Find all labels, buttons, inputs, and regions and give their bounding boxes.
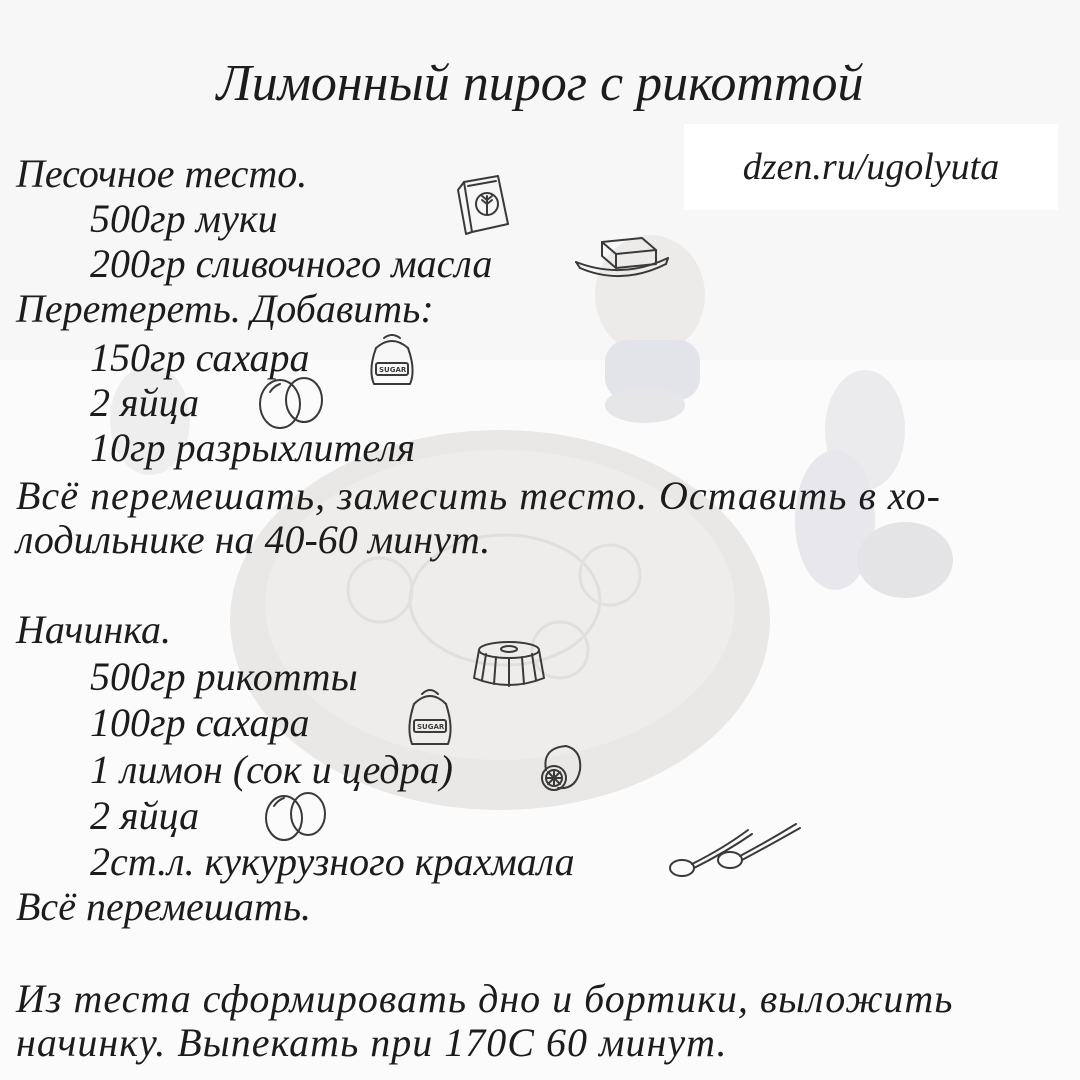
sugar-sack-icon xyxy=(362,330,422,390)
ingredient-cornstarch: 2ст.л. кукурузного крахмала xyxy=(90,839,575,884)
eggs-icon xyxy=(252,372,332,432)
lemon-icon xyxy=(536,740,588,796)
ricotta-cake-icon xyxy=(468,640,550,690)
step-mix-knead-2: лодильнике на 40-60 минут. xyxy=(16,517,491,562)
step-mix-filling: Всё перемешать. xyxy=(16,884,312,929)
spoons-icon xyxy=(664,820,804,882)
sugar-sack-icon xyxy=(400,684,460,750)
ingredient-flour: 500гр муки xyxy=(90,196,278,241)
svg-text:SUGAR: SUGAR xyxy=(417,723,445,731)
flour-bag-icon xyxy=(452,168,522,238)
step-bake-1: Из теста сформировать дно и бортики, выложить xyxy=(16,976,954,1021)
ingredient-eggs-filling: 2 яйца xyxy=(90,793,200,838)
ingredient-sugar-filling: 100гр сахара xyxy=(90,700,310,745)
section-filling-heading: Начинка. xyxy=(16,607,171,652)
ingredient-baking-powder: 10гр разрыхлителя xyxy=(90,425,416,470)
source-link[interactable]: dzen.ru/ugolyuta xyxy=(684,124,1058,210)
section-dough-heading: Песочное тесто. xyxy=(16,151,308,196)
ingredient-sugar-dough: 150гр сахара xyxy=(90,335,310,380)
ingredient-butter: 200гр сливочного масла xyxy=(90,241,493,286)
ingredient-ricotta: 500гр рикотты xyxy=(90,654,358,699)
step-bake-2: начинку. Выпекать при 170С 60 минут. xyxy=(16,1020,728,1065)
ingredient-lemon: 1 лимон (сок и цедра) xyxy=(90,747,453,792)
svg-text:SUGAR: SUGAR xyxy=(379,366,407,374)
step-mix-knead-1: Всё перемешать, замесить тесто. Оставить в хо- xyxy=(16,473,941,518)
eggs-icon xyxy=(260,788,332,844)
ingredient-eggs-dough: 2 яйца xyxy=(90,380,200,425)
step-rub-add: Перетереть. Добавить: xyxy=(16,286,434,331)
recipe-title: Лимонный пирог с рикоттой xyxy=(216,55,864,112)
butter-dish-icon xyxy=(572,232,672,287)
